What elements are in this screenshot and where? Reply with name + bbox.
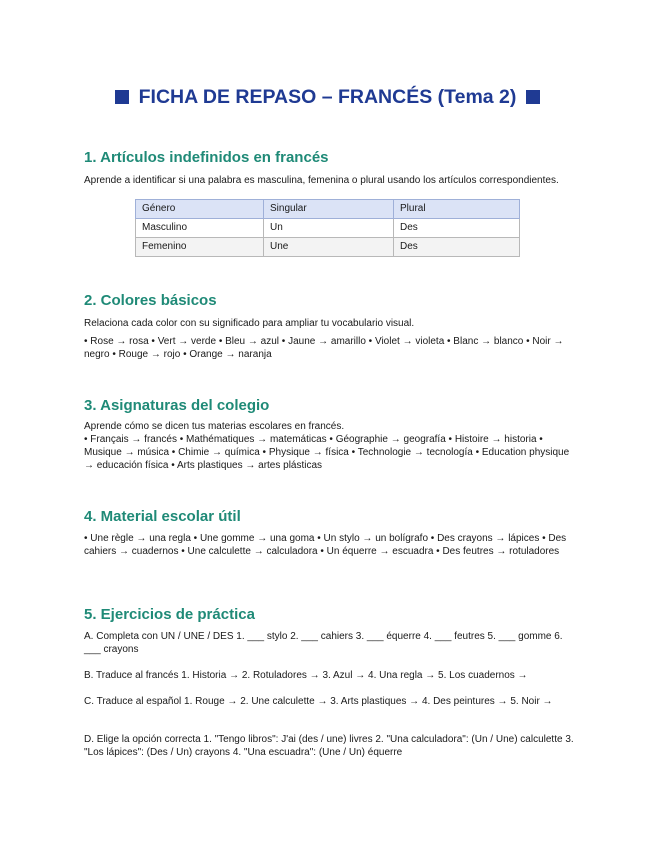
table-header-cell: Singular	[264, 200, 394, 219]
table-cell: Un	[264, 219, 394, 238]
exercise-c: C. Traduce al español 1. Rouge → 2. Une calculette → 3. Arts plastiques → 4. Des peintures → 5. Noir →	[84, 696, 553, 707]
table-cell: Des	[394, 219, 520, 238]
exercise-d: D. Elige la opción correcta 1. "Tengo libros": J'ai (des / une) livres 2. "Una calculadora": (Un / Une) calculette 3. "Los lápices": (Des / Un) crayons 4. "Una escuadra": (Une / Un) équerre	[84, 734, 574, 758]
table-cell: Masculino	[136, 219, 264, 238]
table-cell: Femenino	[136, 238, 264, 257]
square-bullet-icon	[526, 90, 540, 104]
table-row	[136, 238, 520, 257]
exercise-a: A. Completa con UN / UNE / DES 1. ___ stylo 2. ___ cahiers 3. ___ équerre 4. ___ feutres 5. ___ gomme 6. ___ crayons	[84, 631, 563, 655]
section-2-heading: 2. Colores básicos	[84, 292, 217, 309]
table-header-row	[136, 200, 520, 219]
section-1-intro: Aprende a identificar si una palabra es masculina, femenina o plural usando los artículos correspondientes.	[84, 175, 559, 186]
square-bullet-icon	[115, 90, 129, 104]
table-header-cell: Género	[136, 200, 264, 219]
articles-table	[135, 199, 520, 257]
section-3-intro: Aprende cómo se dicen tus materias escolares en francés.	[84, 421, 345, 432]
section-2-intro: Relaciona cada color con su significado para ampliar tu vocabulario visual.	[84, 318, 415, 329]
section-4-body: • Une règle → una regla • Une gomme → una goma • Un stylo → un bolígrafo • Des crayons → lápices • Des cahiers → cuadernos • Une calculette → calculadora • Un équerre → escuadra • Des feutres → rotuladores	[84, 533, 567, 557]
section-4-heading: 4. Material escolar útil	[84, 508, 241, 525]
table-header-cell: Plural	[394, 200, 520, 219]
table-cell: Une	[264, 238, 394, 257]
table-row	[136, 219, 520, 238]
section-2-body: • Rose → rosa • Vert → verde • Bleu → azul • Jaune → amarillo • Violet → violeta • Blanc → blanco • Noir → negro • Rouge → rojo • Orange → naranja	[84, 336, 564, 360]
page-title-text: FICHA DE REPASO – FRANCÉS (Tema 2)	[138, 86, 517, 108]
section-5-heading: 5. Ejercicios de práctica	[84, 606, 255, 623]
page-title	[0, 84, 655, 110]
table-cell: Des	[394, 238, 520, 257]
section-3-body: • Français → francés • Mathématiques → matemáticas • Géographie → geografía • Histoire → historia • Musique → música • Chimie → química • Physique → física • Technologie → tecnología • Education physique → educación física • Arts plastiques → artes plásticas	[84, 434, 570, 471]
section-1-heading: 1. Artículos indefinidos en francés	[84, 149, 329, 166]
exercise-b: B. Traduce al francés 1. Historia → 2. Rotuladores → 3. Azul → 4. Una regla → 5. Los cuadernos →	[84, 670, 528, 681]
section-3-heading: 3. Asignaturas del colegio	[84, 397, 270, 414]
